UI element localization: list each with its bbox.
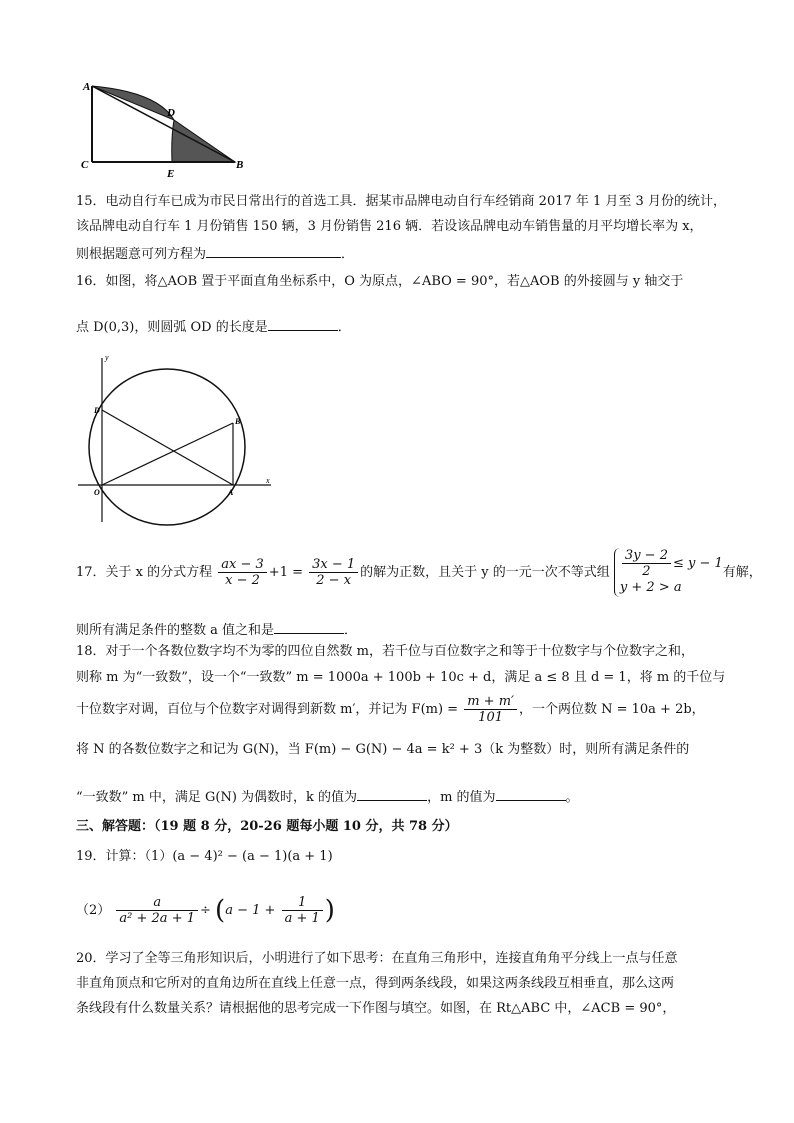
q19-div: ÷ — [200, 903, 211, 918]
q17-sys-frac-num: 3y − 2 — [622, 548, 671, 564]
q16-line1: 16．如图，将△AOB 置于平面直角坐标系中，O 为原点，∠ABO = 90°，若△AOB 的外接圆与 y 轴交于 — [76, 274, 684, 289]
q17-line1 — [76, 548, 762, 597]
label-D: D — [167, 107, 175, 119]
label-E: E — [167, 168, 175, 180]
label-x-axis: x — [266, 476, 270, 485]
q18-m-blank[interactable] — [496, 786, 566, 801]
q18-line3-suffix: ，一个两位数 N = 10a + 2b， — [518, 702, 705, 717]
q16-line2-prefix: 点 D(0,3)，则圆弧 OD 的长度是 — [76, 320, 268, 335]
q19-inner-fraction — [282, 895, 323, 926]
triangle-figure — [78, 80, 248, 180]
q19-line1: 19．计算：（1）(a − 4)² − (a − 1)(a + 1) — [76, 849, 333, 864]
q17-suffix: 有解， — [722, 565, 762, 580]
q17-sys-row1 — [620, 548, 723, 579]
q17-plus1: +1 = — [268, 565, 303, 580]
q17-sys-frac-den: 2 — [642, 564, 651, 579]
q15-line3-suffix: ． — [341, 247, 355, 262]
q17-sys-frac — [622, 548, 671, 579]
q16-line2-suffix: ． — [337, 320, 351, 335]
q18-frac-den: 101 — [478, 710, 503, 725]
q18-line5-prefix: “一致数” m 中，满足 G(N) 为偶数时，k 的值为 — [76, 790, 358, 805]
q19-frac-den: a² + 2a + 1 — [119, 911, 195, 926]
q17-fraction1 — [218, 557, 267, 588]
q17-line2 — [76, 619, 357, 640]
label-A2: A — [228, 488, 234, 497]
q15-line1: 15．电动自行车已成为市民日常出行的首选工具．据某市品牌电动自行车经销商 2017 年 1 月至 3 月份的统计， — [76, 194, 726, 209]
q19-fraction — [116, 895, 198, 926]
q16-answer-blank[interactable] — [268, 316, 338, 331]
q19-right-paren: ) — [324, 895, 335, 926]
q18-line4: 将 N 的各数位数字之和记为 G(N)，当 F(m) − G(N) − 4a = k² + 3（k 为整数）时，则所有满足条件的 — [76, 742, 690, 757]
q18-line5-mid: ，m 的值为 — [427, 790, 496, 805]
q20-line3: 条线段有什么数量关系？请根据他的思考完成一下作图与填空。如图，在 Rt△ABC 中，∠ACB = 90°， — [76, 1001, 676, 1016]
q19-paren-content: a − 1 + — [225, 903, 276, 918]
q18-line5-suffix: 。 — [565, 790, 579, 805]
q19-left-paren: ( — [215, 895, 226, 926]
q17-line2-suffix: ． — [344, 623, 358, 638]
shaded-region-upper — [92, 86, 174, 120]
q17-inequality-system — [614, 548, 723, 597]
label-D2: D — [94, 406, 100, 415]
q19-inner-frac-num: 1 — [282, 895, 323, 911]
q15-line2: 该品牌电动自行车 1 月份销售 150 辆，3 月份销售 216 辆．若设该品牌电动车销售量的月平均增长率为 x， — [76, 219, 703, 234]
q17-fraction2 — [309, 557, 358, 588]
q16-line2 — [76, 316, 351, 337]
q17-frac1-den: x − 2 — [225, 573, 260, 588]
q17-sys-row2: y + 2 > a — [619, 580, 682, 595]
q19-frac-num: a — [116, 895, 198, 911]
shaded-region-lower — [172, 120, 235, 162]
q19-part2 — [76, 895, 335, 926]
q17-frac1-num: ax − 3 — [218, 557, 267, 573]
q17-answer-blank[interactable] — [274, 619, 344, 634]
q18-line1: 18．对于一个各数位数字均不为零的四位自然数 m，若千位与百位数字之和等于十位数字与个位数字之和， — [76, 644, 695, 659]
label-y-axis: y — [105, 353, 109, 362]
label-A: A — [83, 81, 91, 93]
q17-mid: 的解为正数，且关于 y 的一元一次不等式组 — [360, 565, 610, 580]
circle-figure — [76, 352, 276, 527]
q17-frac2-den: 2 − x — [316, 573, 352, 588]
q17-sys-row1-rest: ≤ y − 1 — [672, 556, 723, 571]
q18-k-blank[interactable] — [357, 786, 427, 801]
q15-answer-blank[interactable] — [206, 243, 341, 258]
label-B: B — [236, 159, 244, 171]
q20-line2: 非直角顶点和它所对的直角边所在直线上任意一点，得到两条线段，如果这两条线段互相垂直，那么这两 — [76, 976, 675, 991]
q17-line2-prefix: 则所有满足条件的整数 a 值之和是 — [76, 623, 275, 638]
q18-line5 — [76, 786, 579, 807]
q17-frac2-num: 3x − 1 — [309, 557, 358, 573]
q15-line3-prefix: 则根据题意可列方程为 — [76, 247, 207, 262]
q18-fraction — [464, 694, 517, 725]
q20-line1: 20．学习了全等三角形知识后，小明进行了如下思考：在直角三角形中，连接直角角平分线上一点与任意 — [76, 951, 678, 966]
q18-line3-prefix: 十位数字对调，百位与个位数字对调得到新数 m′，并记为 F(m) = — [76, 702, 459, 717]
q15-line3 — [76, 243, 354, 264]
q17-prefix: 17．关于 x 的分式方程 — [76, 565, 213, 580]
q18-frac-num: m + m′ — [464, 694, 517, 710]
label-C: C — [81, 159, 89, 171]
q18-line3 — [76, 694, 705, 725]
q19-inner-frac-den: a + 1 — [284, 911, 320, 926]
label-O: O — [94, 488, 100, 497]
q18-line2: 则称 m 为“一致数”，设一个“一致数” m = 1000a + 100b + 10c + d，满足 a ≤ 8 且 d = 1，将 m 的千位与 — [76, 670, 726, 685]
label-B2: B — [235, 417, 241, 426]
section3-title: 三、解答题：（19 题 8 分，20-26 题每小题 10 分，共 78 分） — [76, 819, 458, 834]
q19-part2-label: （2） — [76, 903, 111, 918]
